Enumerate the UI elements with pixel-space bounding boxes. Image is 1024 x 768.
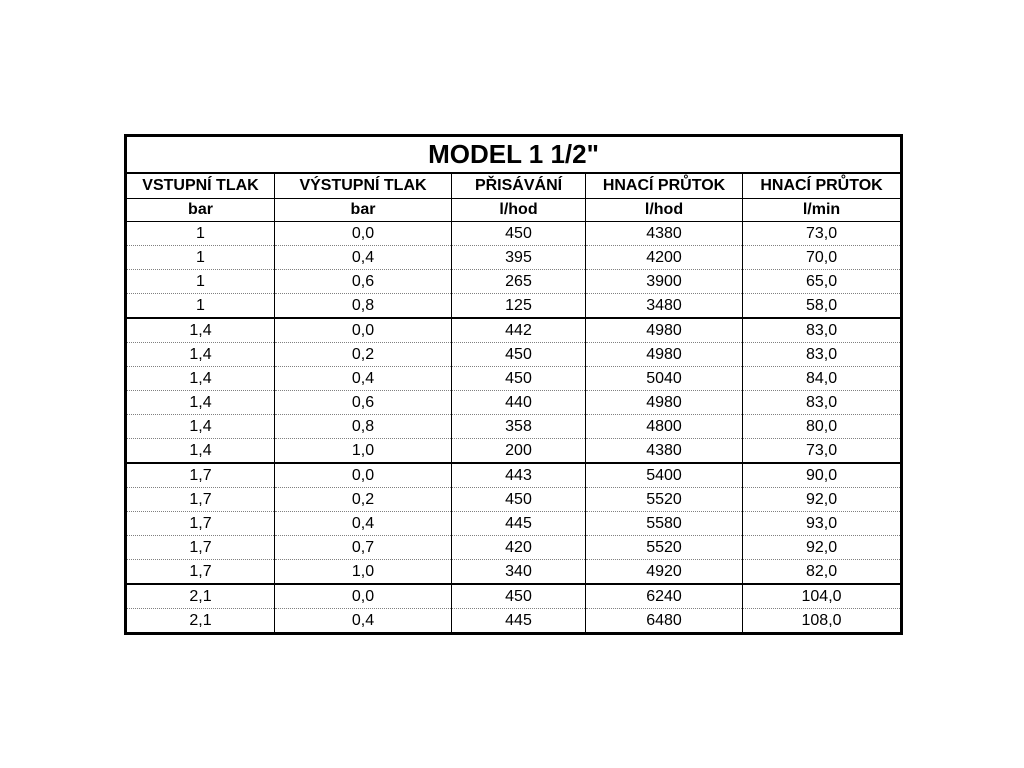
cell-inlet-pressure: 1 <box>126 270 275 294</box>
cell-motive-flow-hourly: 4200 <box>586 246 743 270</box>
cell-motive-flow-minute: 82,0 <box>743 560 902 585</box>
cell-motive-flow-hourly: 3480 <box>586 294 743 319</box>
cell-motive-flow-hourly: 4380 <box>586 439 743 464</box>
cell-outlet-pressure: 0,4 <box>275 367 452 391</box>
table-row <box>126 463 902 488</box>
cell-inlet-pressure: 1,4 <box>126 391 275 415</box>
cell-suction: 450 <box>452 367 586 391</box>
unit-suction: l/hod <box>452 199 586 222</box>
cell-motive-flow-minute: 73,0 <box>743 222 902 246</box>
cell-motive-flow-minute: 58,0 <box>743 294 902 319</box>
cell-motive-flow-minute: 70,0 <box>743 246 902 270</box>
cell-motive-flow-hourly: 3900 <box>586 270 743 294</box>
cell-suction: 445 <box>452 512 586 536</box>
cell-motive-flow-minute: 83,0 <box>743 343 902 367</box>
cell-motive-flow-minute: 104,0 <box>743 584 902 609</box>
cell-outlet-pressure: 0,6 <box>275 391 452 415</box>
cell-suction: 450 <box>452 488 586 512</box>
cell-motive-flow-minute: 73,0 <box>743 439 902 464</box>
cell-suction: 450 <box>452 222 586 246</box>
cell-inlet-pressure: 1,4 <box>126 439 275 464</box>
table-row <box>126 391 902 415</box>
table-row <box>126 584 902 609</box>
table-title: MODEL 1 1/2" <box>126 136 902 174</box>
cell-motive-flow-hourly: 4980 <box>586 318 743 343</box>
cell-outlet-pressure: 0,2 <box>275 343 452 367</box>
title-row <box>126 136 902 174</box>
table-row <box>126 246 902 270</box>
cell-outlet-pressure: 0,4 <box>275 609 452 634</box>
cell-suction: 450 <box>452 343 586 367</box>
cell-motive-flow-hourly: 4800 <box>586 415 743 439</box>
cell-suction: 358 <box>452 415 586 439</box>
table-row <box>126 488 902 512</box>
cell-inlet-pressure: 1,7 <box>126 512 275 536</box>
table-row <box>126 270 902 294</box>
table-row <box>126 222 902 246</box>
cell-outlet-pressure: 0,0 <box>275 318 452 343</box>
table-row <box>126 415 902 439</box>
cell-motive-flow-minute: 92,0 <box>743 536 902 560</box>
cell-motive-flow-minute: 90,0 <box>743 463 902 488</box>
cell-suction: 395 <box>452 246 586 270</box>
table-row <box>126 367 902 391</box>
cell-outlet-pressure: 1,0 <box>275 439 452 464</box>
table-row <box>126 560 902 585</box>
header-motive-flow-hourly: HNACÍ PRŮTOK <box>586 173 743 199</box>
cell-inlet-pressure: 1,7 <box>126 488 275 512</box>
cell-outlet-pressure: 0,0 <box>275 463 452 488</box>
cell-motive-flow-hourly: 6240 <box>586 584 743 609</box>
header-inlet-pressure: VSTUPNÍ TLAK <box>126 173 275 199</box>
cell-motive-flow-minute: 108,0 <box>743 609 902 634</box>
model-spec-table <box>124 134 903 635</box>
cell-suction: 265 <box>452 270 586 294</box>
table-row <box>126 343 902 367</box>
cell-outlet-pressure: 0,4 <box>275 246 452 270</box>
cell-motive-flow-hourly: 4920 <box>586 560 743 585</box>
cell-suction: 443 <box>452 463 586 488</box>
unit-row <box>126 199 902 222</box>
cell-inlet-pressure: 1,4 <box>126 415 275 439</box>
cell-outlet-pressure: 0,8 <box>275 294 452 319</box>
cell-suction: 340 <box>452 560 586 585</box>
cell-suction: 440 <box>452 391 586 415</box>
cell-inlet-pressure: 1,7 <box>126 560 275 585</box>
cell-inlet-pressure: 2,1 <box>126 584 275 609</box>
header-row <box>126 173 902 199</box>
table-row <box>126 294 902 319</box>
model-table-container <box>124 134 900 635</box>
table-row <box>126 536 902 560</box>
cell-inlet-pressure: 1 <box>126 246 275 270</box>
cell-outlet-pressure: 0,7 <box>275 536 452 560</box>
cell-inlet-pressure: 1,7 <box>126 536 275 560</box>
cell-outlet-pressure: 0,4 <box>275 512 452 536</box>
cell-motive-flow-minute: 93,0 <box>743 512 902 536</box>
cell-motive-flow-minute: 65,0 <box>743 270 902 294</box>
cell-motive-flow-hourly: 5520 <box>586 488 743 512</box>
cell-outlet-pressure: 0,0 <box>275 222 452 246</box>
cell-suction: 442 <box>452 318 586 343</box>
unit-inlet-pressure: bar <box>126 199 275 222</box>
table-row <box>126 318 902 343</box>
table-row <box>126 512 902 536</box>
cell-motive-flow-hourly: 4980 <box>586 391 743 415</box>
header-motive-flow-minute: HNACÍ PRŮTOK <box>743 173 902 199</box>
cell-inlet-pressure: 1,4 <box>126 343 275 367</box>
cell-motive-flow-minute: 92,0 <box>743 488 902 512</box>
header-suction: PŘISÁVÁNÍ <box>452 173 586 199</box>
cell-motive-flow-hourly: 5520 <box>586 536 743 560</box>
table-row <box>126 609 902 634</box>
cell-motive-flow-hourly: 5580 <box>586 512 743 536</box>
cell-suction: 200 <box>452 439 586 464</box>
table-row <box>126 439 902 464</box>
cell-outlet-pressure: 0,2 <box>275 488 452 512</box>
cell-inlet-pressure: 2,1 <box>126 609 275 634</box>
cell-motive-flow-hourly: 5040 <box>586 367 743 391</box>
cell-suction: 420 <box>452 536 586 560</box>
cell-inlet-pressure: 1 <box>126 222 275 246</box>
cell-motive-flow-minute: 83,0 <box>743 318 902 343</box>
cell-suction: 450 <box>452 584 586 609</box>
cell-motive-flow-hourly: 4380 <box>586 222 743 246</box>
cell-suction: 445 <box>452 609 586 634</box>
cell-motive-flow-minute: 83,0 <box>743 391 902 415</box>
cell-outlet-pressure: 1,0 <box>275 560 452 585</box>
cell-outlet-pressure: 0,8 <box>275 415 452 439</box>
cell-motive-flow-minute: 84,0 <box>743 367 902 391</box>
unit-outlet-pressure: bar <box>275 199 452 222</box>
header-outlet-pressure: VÝSTUPNÍ TLAK <box>275 173 452 199</box>
cell-motive-flow-hourly: 4980 <box>586 343 743 367</box>
cell-outlet-pressure: 0,0 <box>275 584 452 609</box>
cell-outlet-pressure: 0,6 <box>275 270 452 294</box>
cell-inlet-pressure: 1,7 <box>126 463 275 488</box>
cell-motive-flow-hourly: 5400 <box>586 463 743 488</box>
cell-inlet-pressure: 1 <box>126 294 275 319</box>
unit-motive-flow-hourly: l/hod <box>586 199 743 222</box>
cell-inlet-pressure: 1,4 <box>126 367 275 391</box>
cell-inlet-pressure: 1,4 <box>126 318 275 343</box>
cell-motive-flow-hourly: 6480 <box>586 609 743 634</box>
cell-motive-flow-minute: 80,0 <box>743 415 902 439</box>
cell-suction: 125 <box>452 294 586 319</box>
unit-motive-flow-minute: l/min <box>743 199 902 222</box>
